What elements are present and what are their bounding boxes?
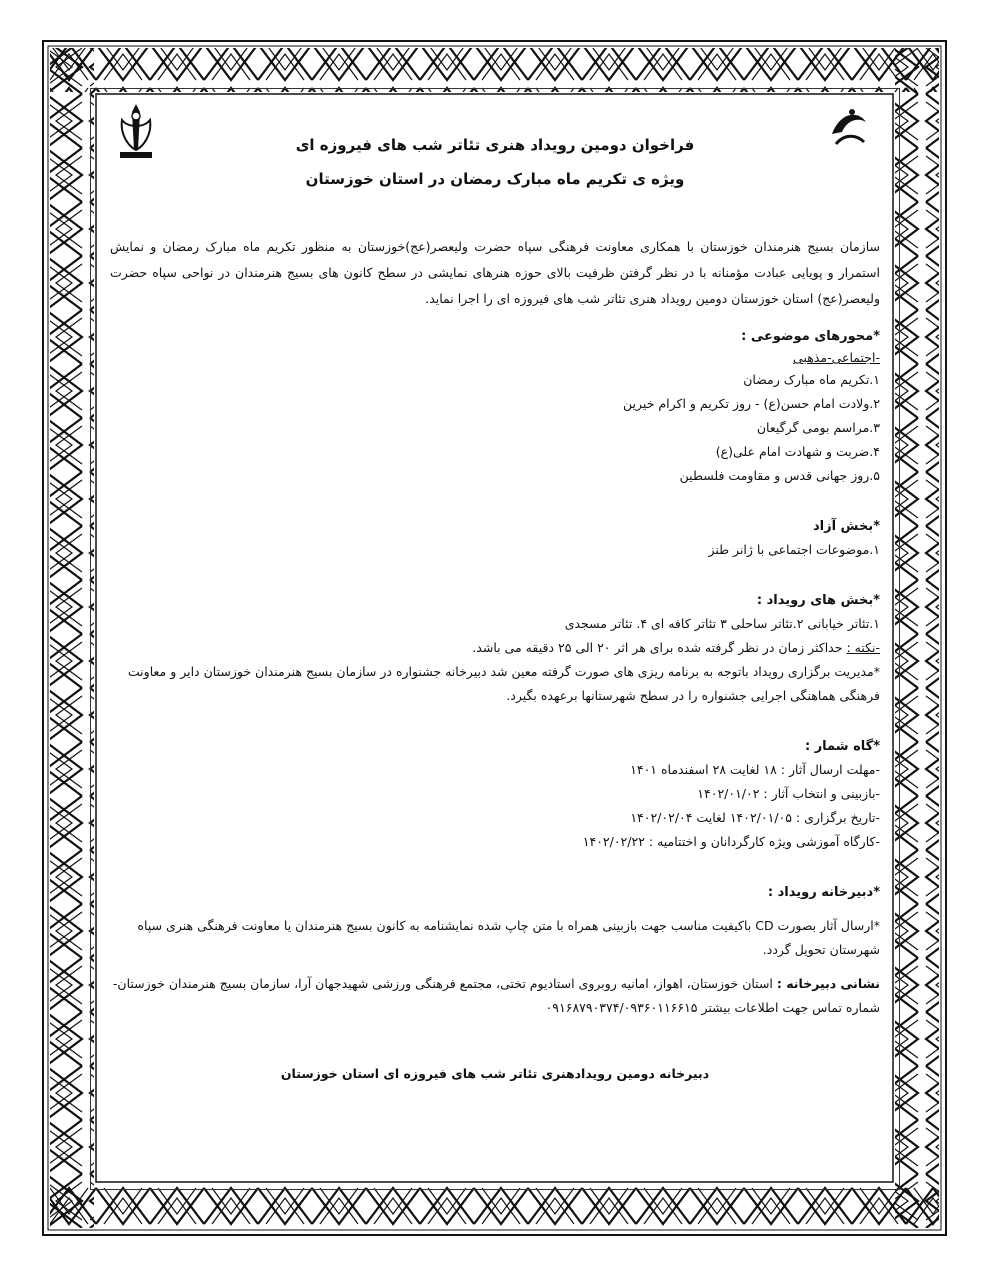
schedule-heading: *گاه شمار : [804,739,880,754]
title-line-1: فراخوان دومین رویداد هنری تئاتر شب های فیروزه ای [295,136,695,154]
footer-signature: دبیرخانه دومین رویدادهنری تئاتر شب های فیروزه ای استان خوزستان [280,1066,710,1081]
address-text: استان خوزستان، اهواز، امانیه روبروی استادیوم تختی، مجتمع فرهنگی ورزشی شهیدجهان آرا، سازمان بسیج هنرمندان خوزستان- شماره تماس جهت اطلاعات بیشتر ۰۹۱۶۸۷۹۰۳۷۴/۰۹۳۶۰۱۱۶۶۱۵ [112,976,880,1015]
theme-item: ۳.مراسم بومی گرگیعان [756,420,880,435]
free-section-item: ۱.موضوعات اجتماعی با ژانر طنز [708,542,880,557]
theme-item: ۵.روز جهانی قدس و مقاومت فلسطین [679,468,880,483]
intro-paragraph: سازمان بسیج هنرمندان خوزستان با همکاری معاونت فرهنگی سپاه حضرت ولیعصر(عج)خوزستان به منظور تکریم ماه مبارک رمضان و نمایش استمرار و پویایی عبادت مؤمنانه با در نظر گرفتن ظرفیت بالای حوزه هنرهای نمایشی در سطح کانون های بسیج هنرمندان در نواحی سپاه حضرت ولیعصر(عج) استان خوزستان دومین رویداد هنری تئاتر شب های فیروزه ای را اجرا نماید. [110,239,880,306]
event-sections-heading: *بخش های رویداد : [756,593,880,608]
note-text: حداکثر زمان در نظر گرفته شده برای هر اثر ۲۰ الی ۲۵ دقیقه می باشد. [472,640,847,655]
secretariat-paragraph: *ارسال آثار بصورت CD باکیفیت مناسب جهت بازبینی همراه با متن چاپ شده نمایشنامه به کانون بسیج هنرمندان یا معاونت فرهنگی هنری سپاه شهرستان تحویل گردد. [137,918,880,957]
event-sections-item: ۱.تئاتر خیابانی ۲.تئاتر ساحلی ۳ تئاتر کافه ای ۴. تئاتر مسجدی [564,616,880,631]
address-label: نشانی دبیرخانه : [776,976,880,991]
themes-heading: *محورهای موضوعی : [741,329,880,344]
schedule-item: -بازبینی و انتخاب آثار : ۱۴۰۲/۰۱/۰۲ [697,786,880,801]
management-paragraph: *مدیریت برگزاری رویداد باتوجه به برنامه ریزی های صورت گرفته معین شد دبیرخانه جشنواره در سازمان بسیج هنرمندان خوزستان دایر و معاونت فرهنگی هماهنگی اجرایی جشنواره را در سطح شهرستانها برعهده بگیرد. [127,664,880,703]
free-section-heading: *بخش آزاد [812,519,880,534]
schedule-item: -مهلت ارسال آثار : ۱۸ لغایت ۲۸ اسفندماه ۱۴۰۱ [630,762,880,777]
theme-item: ۲.ولادت امام حسن(ع) - روز تکریم و اکرام خیرین [623,396,880,411]
themes-subheading: -اجتماعی-مذهبی [793,350,880,365]
theme-item: ۴.ضربت و شهادت امام علی(ع) [715,444,880,459]
schedule-item: -تاریخ برگزاری : ۱۴۰۲/۰۱/۰۵ لغایت ۱۴۰۲/۰۲/۰۴ [630,810,880,825]
theme-item: ۱.تکریم ماه مبارک رمضان [743,372,880,387]
schedule-item: -کارگاه آموزشی ویژه کارگردانان و اختتامیه : ۱۴۰۲/۰۲/۲۲ [582,834,880,849]
title-line-2: ویژه ی تکریم ماه مبارک رمضان در استان خوزستان [305,170,685,188]
note-label: -نکته : [846,640,880,655]
inner-rule [90,88,900,1190]
secretariat-heading: *دبیرخانه رویداد : [767,885,880,900]
